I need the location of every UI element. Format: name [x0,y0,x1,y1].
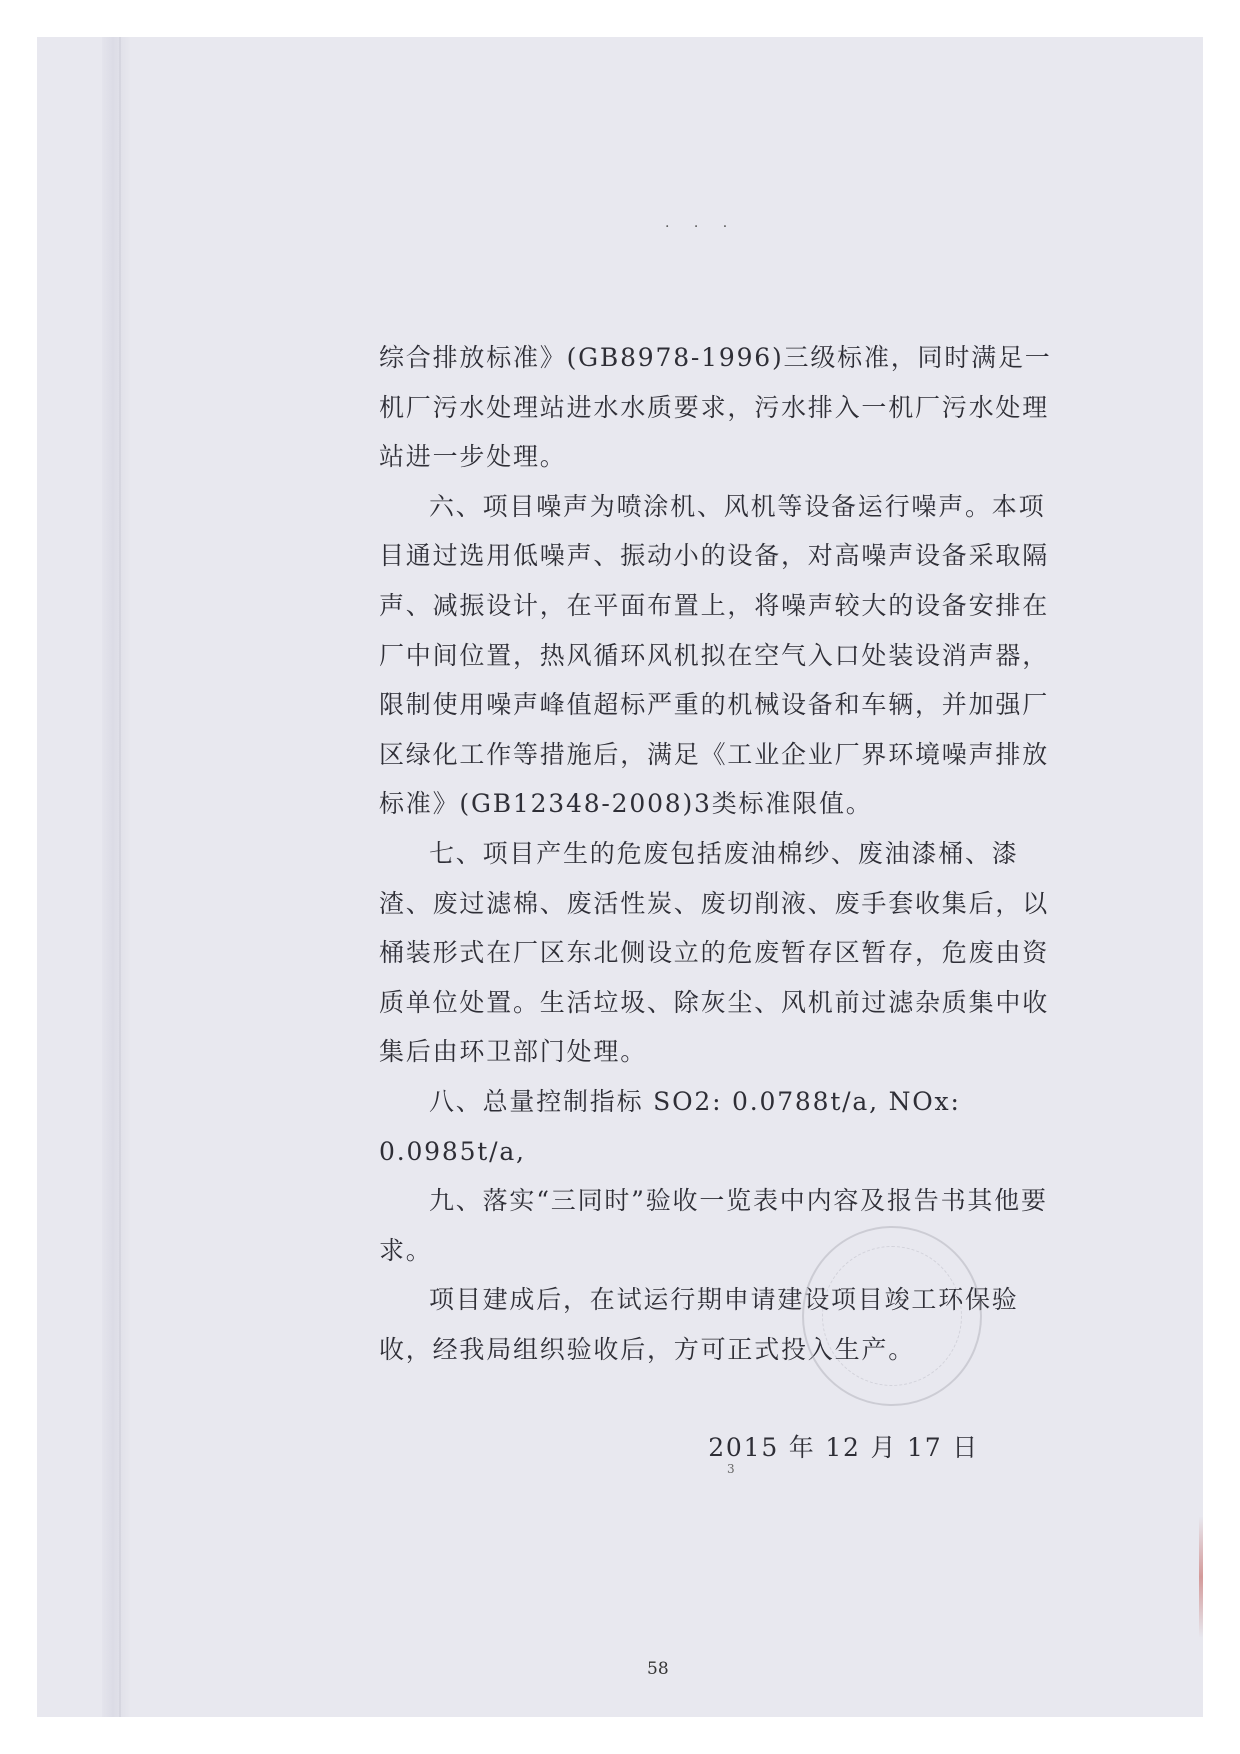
top-marks: · · · [665,219,738,235]
scanned-page [37,37,1203,1717]
edge-color-mark [1199,1517,1203,1637]
binding-shadow [102,37,130,1717]
paragraph-total-control: 八、总量控制指标 SO2: 0.0788t/a, NOx: 0.0985t/a, [379,1086,961,1166]
paragraph-hazardous-waste: 七、项目产生的危废包括废油棉纱、废油漆桶、漆渣、废过滤棉、废活性炭、废切削液、废手套收集后，以桶装形式在厂区东北侧设立的危废暂存区暂存，危废由资质单位处置。生活垃圾、除灰尘、风机前过滤杂质集中收集后由环卫部门处理。 [379,838,1050,1067]
paragraph-three-simultaneous: 九、落实“三同时”验收一览表中内容及报告书其他要求。 [379,1186,1048,1265]
official-seal-stamp [802,1226,982,1406]
binding-line [119,37,121,1717]
paragraph-noise: 六、项目噪声为喷涂机、风机等设备运行噪声。本项目通过选用低噪声、振动小的设备，对高噪声设备采取隔声、减振设计，在平面布置上，将噪声较大的设备安排在厂中间位置，热风循环风机拟在空气入口处装设消声器，限制使用噪声峰值超标严重的机械设备和车辆，并加强厂区绿化工作等措施后，满足《工业企业厂界环境噪声排放标准》(GB12348-2008)3类标准限值。 [379,491,1050,819]
page-number: 58 [647,1659,669,1679]
paragraph-acceptance: 项目建成后，在试运行期申请建设项目竣工环保验收，经我局组织验收后，方可正式投入生产。 [379,1285,1019,1364]
document-date: 2015 年 12 月 17 日 [708,1433,979,1463]
paragraph-wastewater: 综合排放标准》(GB8978-1996)三级标准，同时满足一机厂污水处理站进水水质要求，污水排入一机厂污水处理站进一步处理。 [379,343,1052,472]
small-page-mark: 3 [727,1462,735,1476]
